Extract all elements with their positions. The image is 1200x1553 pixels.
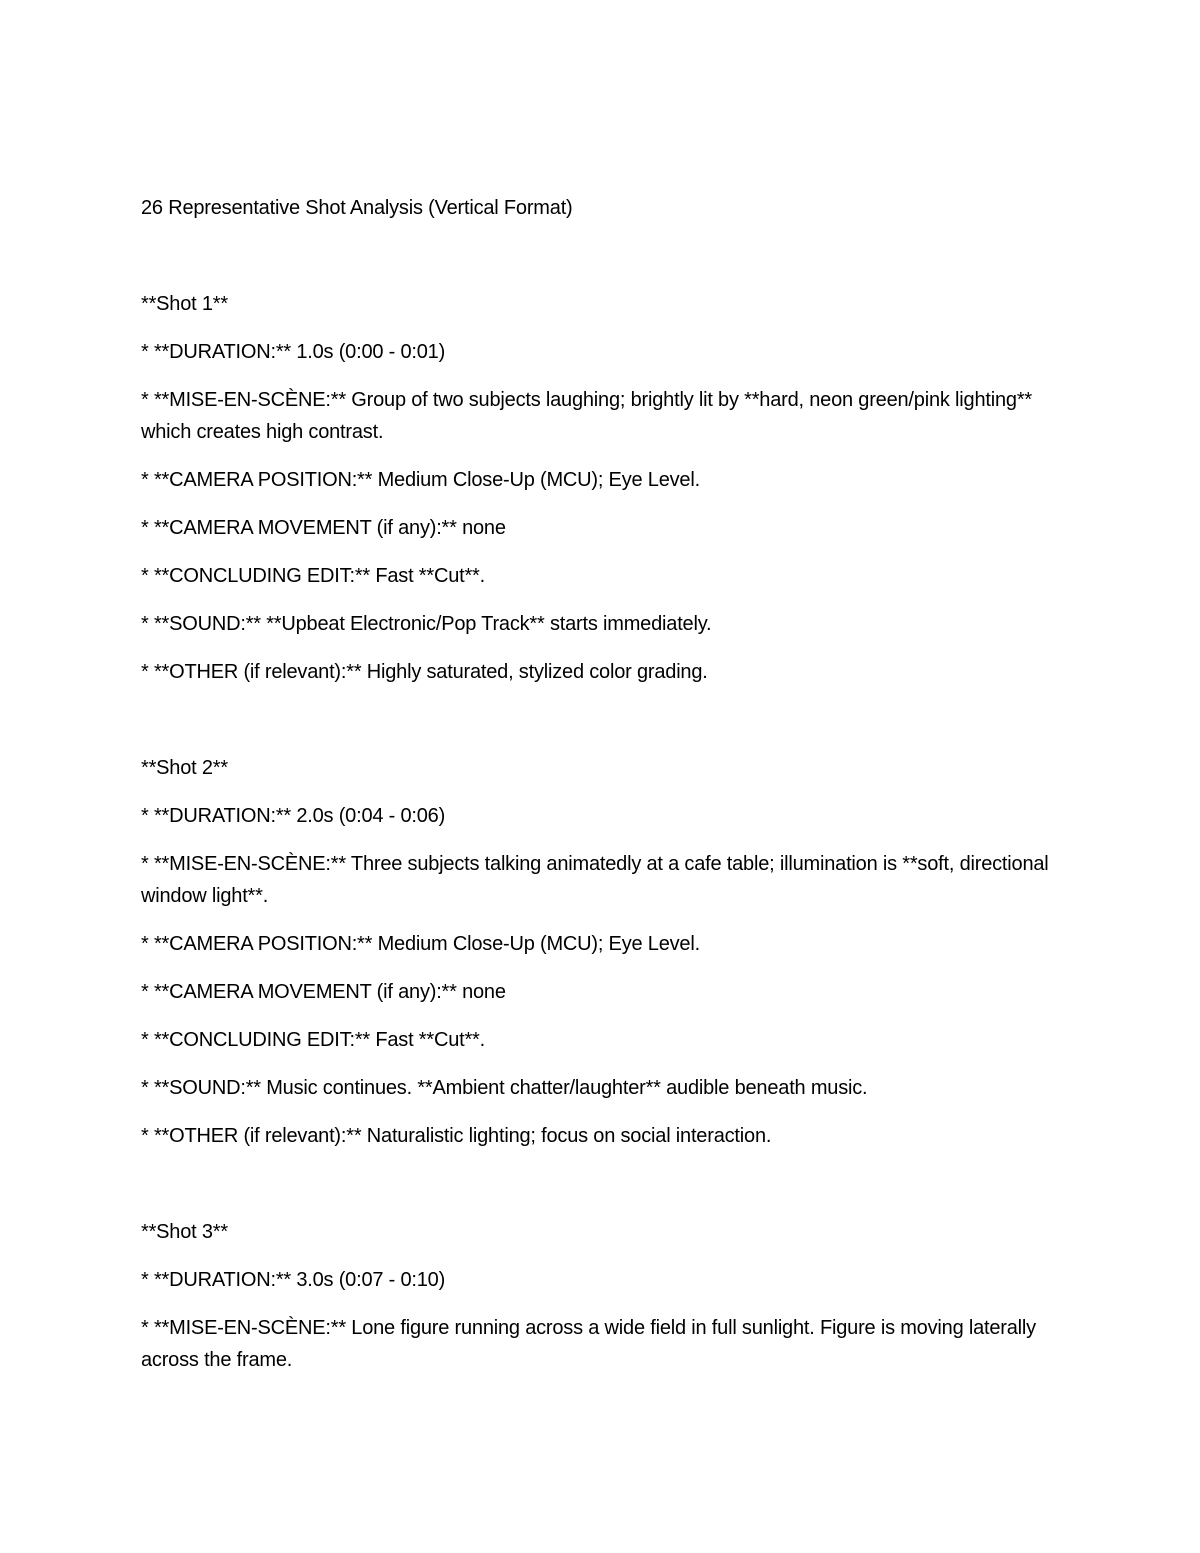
shot-concluding-edit: * **CONCLUDING EDIT:** Fast **Cut**. [141,1029,486,1051]
shot-duration: * **DURATION:** 3.0s (0:07 - 0:10) [141,1269,446,1291]
shot-heading: **Shot 3** [141,1221,228,1243]
shot-section-2 [141,752,1061,1152]
shot-sound: * **SOUND:** **Upbeat Electronic/Pop Track** starts immediately. [141,613,712,635]
shot-mise-en-scene: * **MISE-EN-SCÈNE:** Lone figure running across a wide field in full sunlight. Figure is moving laterally across the frame. [141,1317,1036,1371]
document-title: 26 Representative Shot Analysis (Vertical Format) [141,197,573,219]
shot-heading: **Shot 2** [141,757,228,779]
shot-camera-position: * **CAMERA POSITION:** Medium Close-Up (MCU); Eye Level. [141,469,700,491]
shot-other: * **OTHER (if relevant):** Naturalistic lighting; focus on social interaction. [141,1125,772,1147]
shot-camera-movement: * **CAMERA MOVEMENT (if any):** none [141,517,506,539]
shot-sound: * **SOUND:** Music continues. **Ambient chatter/laughter** audible beneath music. [141,1077,868,1099]
shot-other: * **OTHER (if relevant):** Highly saturated, stylized color grading. [141,661,708,683]
shot-section-3 [141,1216,1061,1376]
shot-heading: **Shot 1** [141,293,228,315]
shot-duration: * **DURATION:** 1.0s (0:00 - 0:01) [141,341,446,363]
shot-mise-en-scene: * **MISE-EN-SCÈNE:** Three subjects talking animatedly at a cafe table; illumination is **soft, directional window light**. [141,853,1049,907]
shot-section-1 [141,288,1061,688]
document-body [141,192,1061,1440]
shot-camera-position: * **CAMERA POSITION:** Medium Close-Up (MCU); Eye Level. [141,933,700,955]
shot-concluding-edit: * **CONCLUDING EDIT:** Fast **Cut**. [141,565,486,587]
shot-camera-movement: * **CAMERA MOVEMENT (if any):** none [141,981,506,1003]
shot-mise-en-scene: * **MISE-EN-SCÈNE:** Group of two subjects laughing; brightly lit by **hard, neon green/pink lighting** which creates high contrast. [141,389,1032,443]
shot-duration: * **DURATION:** 2.0s (0:04 - 0:06) [141,805,446,827]
